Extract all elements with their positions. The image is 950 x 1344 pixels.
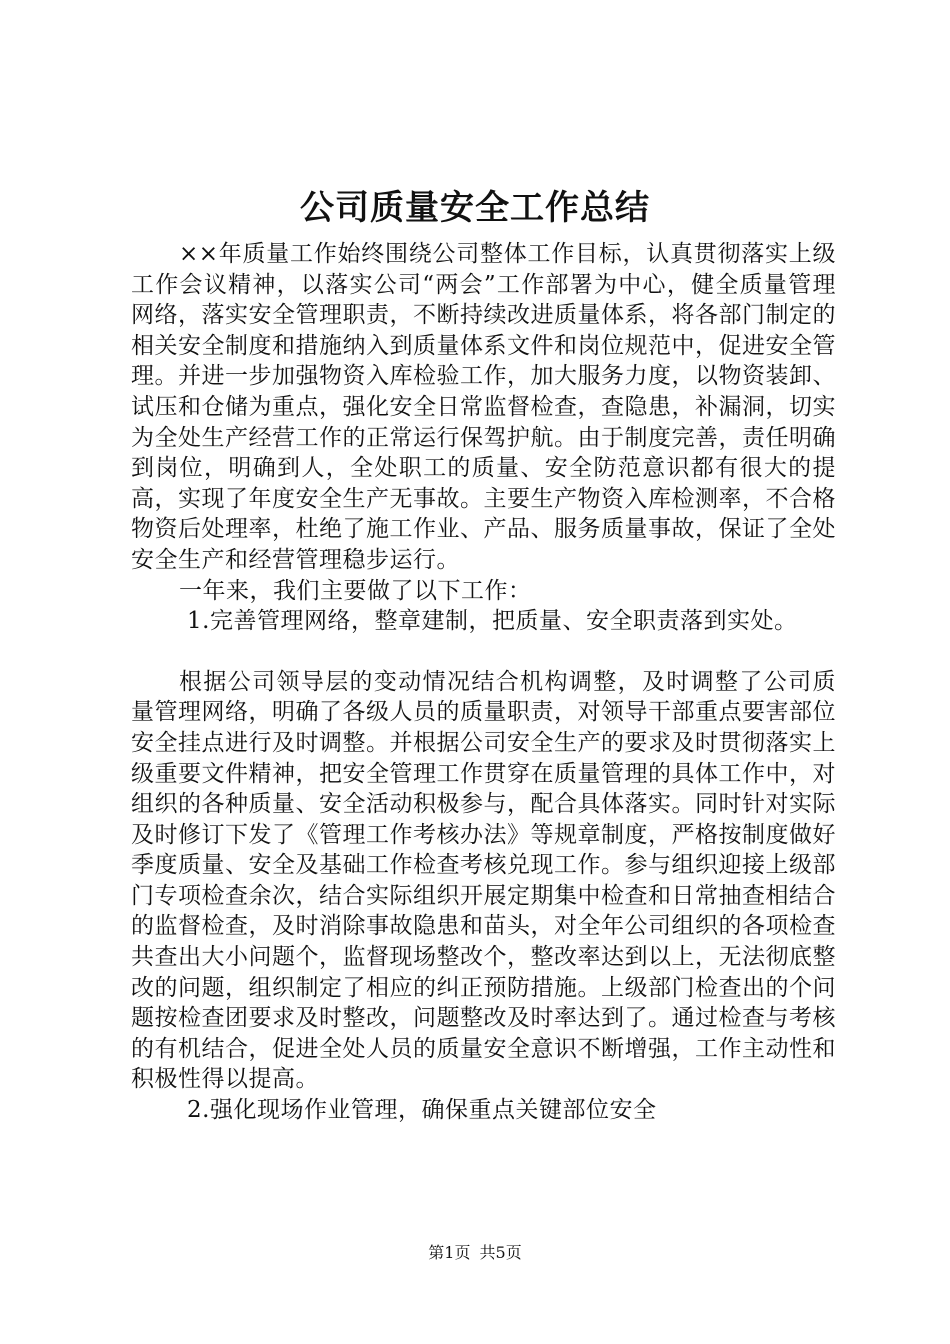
page-number: 第1页 [428, 1243, 471, 1262]
page-footer [0, 1243, 950, 1263]
document-title: 公司质量安全工作总结 [300, 188, 650, 228]
document-body [131, 239, 836, 1126]
work-summary-lead: 一年来，我们主要做了以下工作： [179, 577, 532, 604]
page-total: 共5页 [479, 1243, 522, 1262]
section-1-paragraph: 根据公司领导层的变动情况结合机构调整，及时调整了公司质量管理网络，明确了各级人员的质量职责，对领导干部重点要害部位安全挂点进行及时调整。并根据公司安全生产的要求及时贯彻落实上级重要文件精神，把安全管理工作贯穿在质量管理的具体工作中，对组织的各种质量、安全活动积极参与，配合具体落实。同时针对实际及时修订下发了《管理工作考核办法》等规章制度，严格按制度做好季度质量、安全及基础工作检查考核兑现工作。参与组织迎接上级部门专项检查余次，结合实际组织开展定期集中检查和日常抽查相结合的监督检查，及时消除事故隐患和苗头，对全年公司组织的各项检查共查出大小问题个，监督现场整改个，整改率达到以上，无法彻底整改的问题，组织制定了相应的纠正预防措施。上级部门检查出的个问题按检查团要求及时整改，问题整改及时率达到了。通过检查与考核的有机结合，促进全处人员的质量安全意识不断增强，工作主动性和积极性得以提高。 [131, 668, 836, 1093]
section-heading-2: 2.强化现场作业管理，确保重点关键部位安全 [187, 1097, 657, 1124]
intro-paragraph: ××年质量工作始终围绕公司整体工作目标，认真贯彻落实上级工作会议精神，以落实公司“两会”工作部署为中心，健全质量管理网络，落实安全管理职责，不断持续改进质量体系，将各部门制定的相关安全制度和措施纳入到质量体系文件和岗位规范中，促进安全管理。并进一步加强物资入库检验工作，加大服务力度，以物资装卸、试压和仓储为重点，强化安全日常监督检查，查隐患，补漏洞，切实为全处生产经营工作的正常运行保驾护航。由于制度完善，责任明确到岗位，明确到人，全处职工的质量、安全防范意识都有很大的提高，实现了年度安全生产无事故。主要生产物资入库检测率，不合格物资后处理率，杜绝了施工作业、产品、服务质量事故，保证了全处安全生产和经营管理稳步运行。 [131, 241, 836, 573]
section-heading-1: 1.完善管理网络，整章建制，把质量、安全职责落到实处。 [187, 608, 798, 635]
